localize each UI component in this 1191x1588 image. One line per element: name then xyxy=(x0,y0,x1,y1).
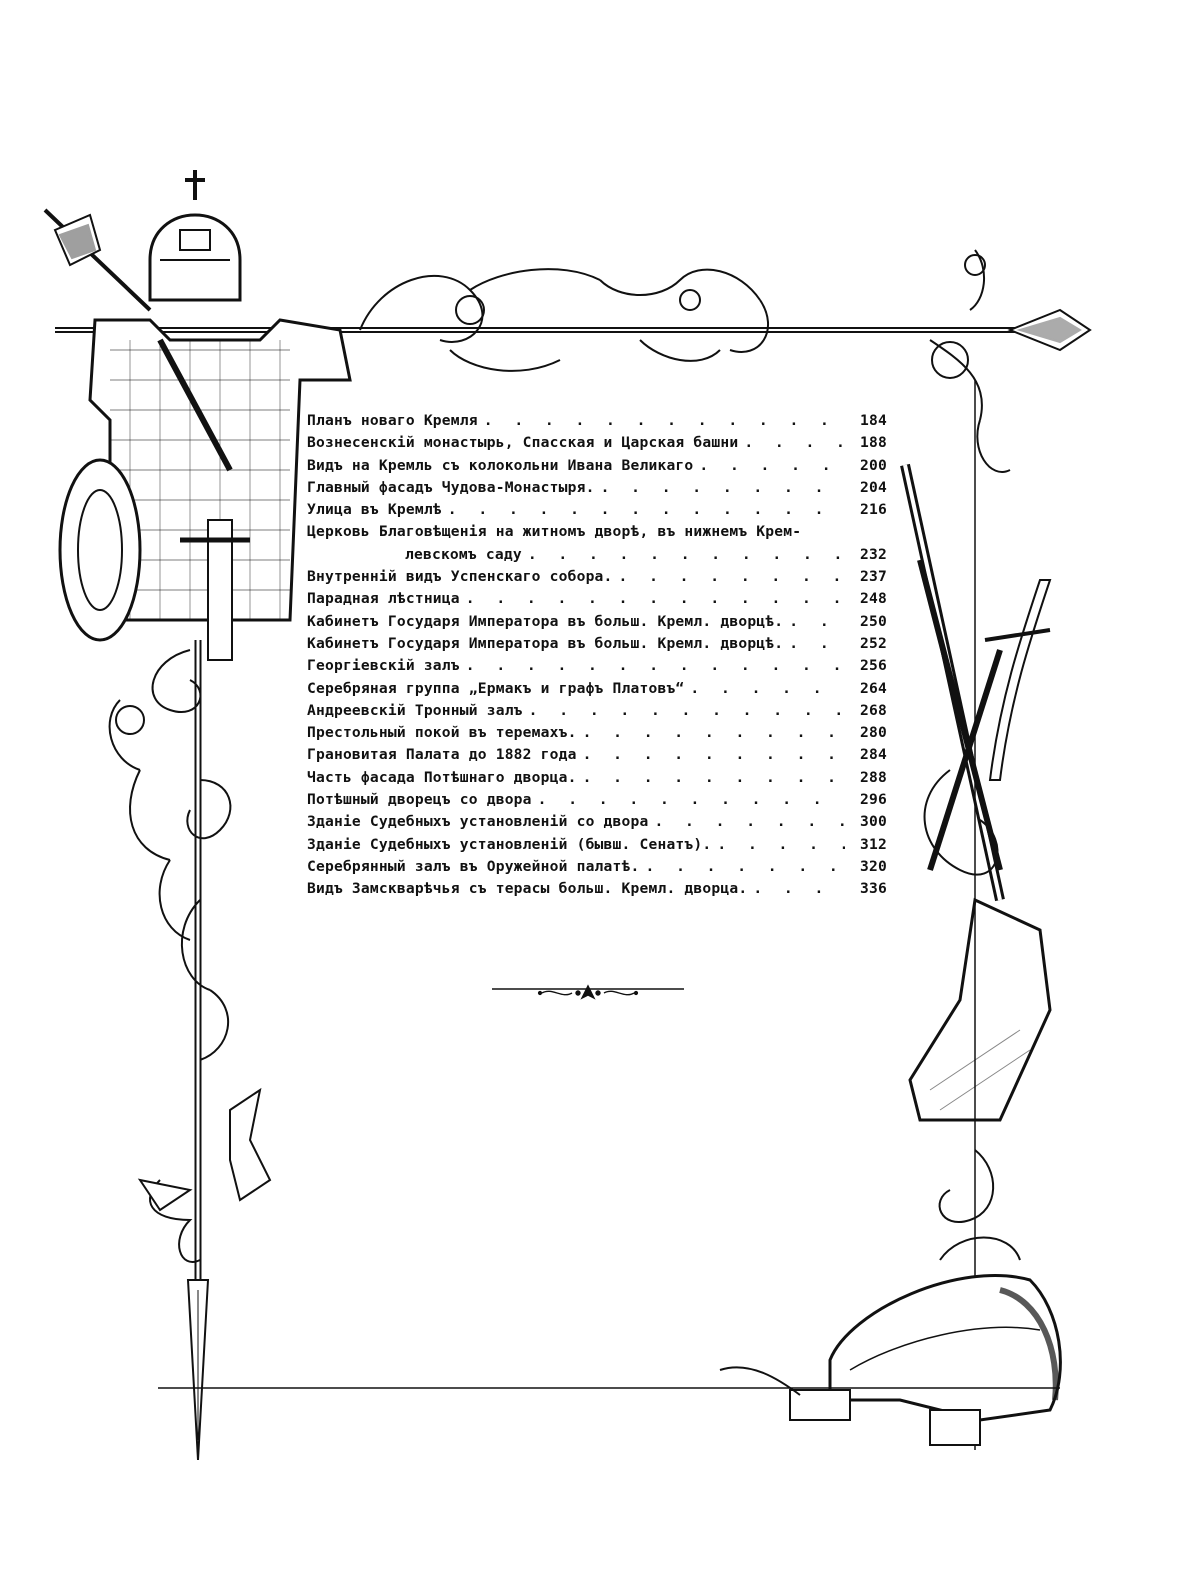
toc-entry-title: Вознесенскій монастырь, Спасская и Царская башни xyxy=(307,434,739,452)
toc-entry-page-number: 252 xyxy=(860,634,887,652)
toc-entry-title: Парадная лѣстница xyxy=(307,590,460,608)
toc-entry-page-number: 248 xyxy=(860,590,887,608)
toc-entry xyxy=(307,546,887,568)
toc-entry-title: Георгіевскій залъ xyxy=(307,657,460,675)
toc-entry-page-number: 336 xyxy=(860,880,887,898)
toc-entry-page-number: 320 xyxy=(860,857,887,875)
dot-leader xyxy=(619,568,845,585)
illustrations-list xyxy=(307,412,887,903)
toc-entry xyxy=(307,457,887,479)
dot-leader xyxy=(466,657,845,674)
toc-entry xyxy=(307,635,887,657)
toc-entry-title: Андреевскій Тронный залъ xyxy=(307,701,523,719)
dot-leader xyxy=(699,457,845,474)
dot-leader xyxy=(690,680,845,697)
toc-entry xyxy=(307,702,887,724)
dot-leader xyxy=(529,702,845,719)
toc-entry-page-number: 288 xyxy=(860,768,887,786)
tailpiece-ornament-icon xyxy=(492,982,684,1004)
helmet-icon xyxy=(150,170,240,300)
dot-leader xyxy=(583,724,845,741)
toc-entry-title: Кабинетъ Государя Императора въ больш. Кремл. дворцѣ. xyxy=(307,612,784,630)
toc-entry xyxy=(307,746,887,768)
toc-entry-title: Зданіе Судебныхъ установленій (бывш. Сенатъ). xyxy=(307,835,712,853)
toc-entry-page-number: 256 xyxy=(860,657,887,675)
left-scroll-vine-icon xyxy=(110,650,231,1060)
toc-entry-title: Планъ новаго Кремля xyxy=(307,412,478,429)
toc-entry-page-number: 184 xyxy=(860,412,887,429)
sabre-icon xyxy=(985,580,1050,780)
dot-leader xyxy=(448,501,845,518)
toc-entry xyxy=(307,836,887,858)
toc-entry xyxy=(307,434,887,456)
toc-entry-title: Серебряная группа „Ермакъ и графъ Платовъ“ xyxy=(307,679,685,697)
dot-leader xyxy=(789,635,845,652)
toc-entry-title: Зданіе Судебныхъ установленій со двора xyxy=(307,813,649,831)
toc-entry-title: Серебрянный залъ въ Оружейной палатѣ. xyxy=(307,857,640,875)
mace-icon xyxy=(45,210,150,310)
toc-entry-title: Главный фасадъ Чудова-Монастыря. xyxy=(307,478,595,496)
left-spear-icon xyxy=(140,640,270,1460)
toc-entry-title: Престольный покой въ теремахъ. xyxy=(307,724,577,742)
dot-leader xyxy=(601,479,845,496)
toc-entry-page-number: 200 xyxy=(860,456,887,474)
toc-entry-page-number: 268 xyxy=(860,701,887,719)
toc-entry xyxy=(307,724,887,746)
toc-entry-title: Видъ Замскварѣчья съ терасы больш. Кремл. дворца. xyxy=(307,880,748,898)
toc-entry xyxy=(307,590,887,612)
toc-entry-page-number: 232 xyxy=(860,545,887,563)
toc-entry-title: Потѣшный дворецъ со двора xyxy=(307,791,532,809)
dot-leader xyxy=(484,412,845,429)
toc-entry-title: Внутренній видъ Успенскаго собора. xyxy=(307,568,613,586)
toc-entry xyxy=(307,501,887,523)
dot-leader xyxy=(538,791,845,808)
toc-entry xyxy=(307,813,887,835)
toc-entry-title: Видъ на Кремль съ колокольни Ивана Великаго xyxy=(307,456,694,474)
dot-leader xyxy=(654,813,845,830)
toc-entry-page-number: 296 xyxy=(860,791,887,809)
toc-entry-title: Грановитая Палата до 1882 года xyxy=(307,746,577,764)
toc-entry xyxy=(307,523,887,545)
dot-leader xyxy=(717,836,845,853)
right-scroll-vine-icon xyxy=(940,1150,1020,1260)
dot-leader xyxy=(466,590,845,607)
toc-entry-title: Кабинетъ Государя Императора въ больш. Кремл. дворцѣ. xyxy=(307,634,784,652)
dot-leader xyxy=(583,746,845,763)
toc-entry-title: Церковь Благовѣщенія на житномъ дворѣ, въ нижнемъ Крем- xyxy=(307,523,802,541)
toc-entry-page-number: 300 xyxy=(860,813,887,831)
toc-entry-page-number: 250 xyxy=(860,612,887,630)
toc-entry-page-number: 264 xyxy=(860,679,887,697)
dot-leader xyxy=(528,546,845,563)
toc-entry xyxy=(307,769,887,791)
toc-entry-page-number: 188 xyxy=(860,434,887,452)
toc-entry-title: Улица въ Кремлѣ xyxy=(307,501,442,519)
dot-leader xyxy=(646,858,846,875)
toc-entry xyxy=(307,568,887,590)
shield-icon xyxy=(60,460,140,640)
toc-entry xyxy=(307,657,887,679)
toc-entry xyxy=(307,479,887,501)
toc-entry xyxy=(307,858,887,880)
toc-entry-page-number: 237 xyxy=(860,568,887,586)
toc-entry xyxy=(307,791,887,813)
toc-entry-title: левскомъ саду xyxy=(405,545,522,563)
dot-leader xyxy=(753,880,845,897)
toc-entry-page-number: 312 xyxy=(860,835,887,853)
dot-leader xyxy=(583,769,845,786)
dot-leader xyxy=(789,613,845,630)
toc-entry-page-number: 284 xyxy=(860,746,887,764)
toc-entry-page-number: 204 xyxy=(860,478,887,496)
toc-entry-page-number: 280 xyxy=(860,724,887,742)
saddle-icon xyxy=(720,1275,1060,1445)
toc-entry-page-number: 216 xyxy=(860,501,887,519)
toc-entry-title: Часть фасада Потѣшнаго дворца. xyxy=(307,768,577,786)
toc-entry xyxy=(307,680,887,702)
toc-entry xyxy=(307,613,887,635)
dot-leader xyxy=(744,434,845,451)
toc-entry xyxy=(307,880,887,902)
toc-entry xyxy=(307,412,887,434)
crossed-staves-icon xyxy=(920,560,1000,875)
